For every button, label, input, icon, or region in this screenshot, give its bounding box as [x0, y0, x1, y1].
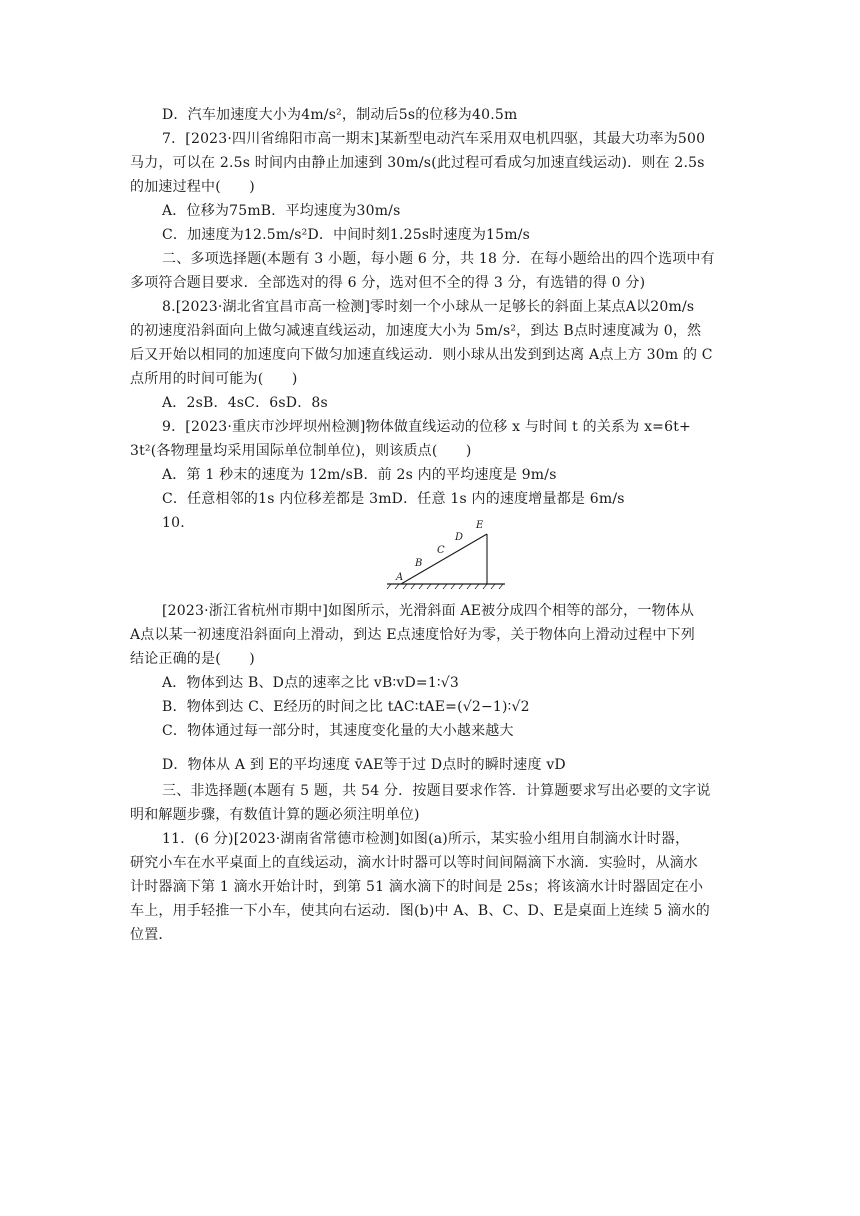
- incline-figure: [383, 514, 507, 594]
- q11-stem-line5: 位置．: [130, 927, 173, 943]
- q8-stem-line2: 的初速度沿斜面向上做匀减速直线运动，加速度大小为 5m/s²，到达 B点时速度减为 0，然: [130, 323, 702, 339]
- q10-number: 10.: [162, 515, 185, 531]
- incline-surface: [401, 534, 487, 584]
- q10-option-d: D．物体从 A 到 E的平均速度 v̄AE等于过 D点时的瞬时速度 vD: [162, 757, 566, 773]
- q7-stem-line2: 马力，可以在 2.5s 时间内由静止加速到 30m/s(此过程可看成匀加速直线运动)．则在 2.5s: [130, 155, 705, 171]
- q10-stem-line1: [2023·浙江省杭州市期中]如图所示，光滑斜面 AE被分成四个相等的部分，一物体从: [162, 603, 695, 619]
- q6-option-d: D．汽车加速度大小为4m/s²，制动后5s的位移为40.5m: [162, 107, 518, 123]
- q10-stem-line3: 结论正确的是( ): [130, 651, 255, 667]
- q10-option-b: B．物体到达 C、E经历的时间之比 tAC∶tAE=(√2−1)∶√2: [162, 699, 530, 715]
- q10-option-c: C．物体通过每一部分时，其速度变化量的大小越来越大: [162, 723, 514, 739]
- q9-options-ab: A．第 1 秒末的速度为 12m/sB．前 2s 内的平均速度是 9m/s: [162, 467, 557, 483]
- section3-heading-line1: 三、非选择题(本题有 5 题，共 54 分．按题目要求作答．计算题要求写出必要的文字说: [162, 783, 711, 799]
- q11-stem-line2: 研究小车在水平桌面上的直线运动，滴水计时器可以等时间间隔滴下水滴．实验时，从滴水: [130, 855, 698, 871]
- section3-heading-line2: 明和解题步骤，有数值计算的题必须注明单位): [130, 807, 420, 823]
- q8-stem-line1: 8.[2023·湖北省宜昌市高一检测]零时刻一个小球从一足够长的斜面上某点A以20m/s: [162, 299, 695, 315]
- section2-heading-line1: 二、多项选择题(本题有 3 小题，每小题 6 分，共 18 分．在每小题给出的四个选项中有: [162, 251, 715, 267]
- q7-stem-line3: 的加速过程中( ): [130, 179, 255, 195]
- point-label-b: B: [415, 558, 423, 569]
- point-label-d: D: [455, 532, 464, 543]
- q11-stem-line1: 11．(6 分)[2023·湖南省常德市检测]如图(a)所示，某实验小组用自制滴水计时器，: [162, 831, 690, 847]
- q8-stem-line4: 点所用的时间可能为( ): [130, 371, 298, 387]
- q11-stem-line4: 车上，用手轻推一下小车，使其向右运动．图(b)中 A、B、C、D、E是桌面上连续 5 滴水的: [130, 903, 710, 919]
- q8-stem-line3: 后又开始以相同的加速度向下做匀加速直线运动．则小球从出发到到达离 A点上方 30m 的 C: [130, 347, 713, 363]
- q8-options: A．2sB．4sC．6sD．8s: [162, 395, 328, 411]
- q10-option-a: A．物体到达 B、D点的速率之比 vB∶vD=1∶√3: [162, 675, 460, 691]
- q11-stem-line3: 计时器滴下第 1 滴水开始计时，到第 51 滴水滴下的时间是 25s；将该滴水计时器固定在小: [130, 879, 704, 895]
- q10-stem-line2: A点以某一初速度沿斜面向上滑动，到达 E点速度恰好为零，关于物体向上滑动过程中下列: [130, 627, 695, 643]
- point-label-e: E: [476, 520, 484, 531]
- point-label-c: C: [437, 545, 445, 556]
- q9-stem-line2: 3t²(各物理量均采用国际单位制单位)，则该质点( ): [130, 443, 472, 459]
- ground-hatching: [387, 584, 503, 589]
- q7-options-ab: A．位移为75mB．平均速度为30m/s: [162, 203, 401, 219]
- q9-stem-line1: 9．[2023·重庆市沙坪坝州检测]物体做直线运动的位移 x 与时间 t 的关系为 x=6t+: [162, 419, 691, 435]
- point-label-a: A: [396, 572, 404, 583]
- q7-stem-line1: 7．[2023·四川省绵阳市高一期末]某新型电动汽车采用双电机四驱，其最大功率为500: [162, 131, 706, 147]
- q9-options-cd: C．任意相邻的1s 内位移差都是 3mD．任意 1s 内的速度增量都是 6m/s: [162, 491, 625, 507]
- section2-heading-line2: 多项符合题目要求．全部选对的得 6 分，选对但不全的得 3 分，有选错的得 0 分): [130, 275, 646, 291]
- q7-options-cd: C．加速度为12.5m/s²D．中间时刻1.25s时速度为15m/s: [162, 227, 531, 243]
